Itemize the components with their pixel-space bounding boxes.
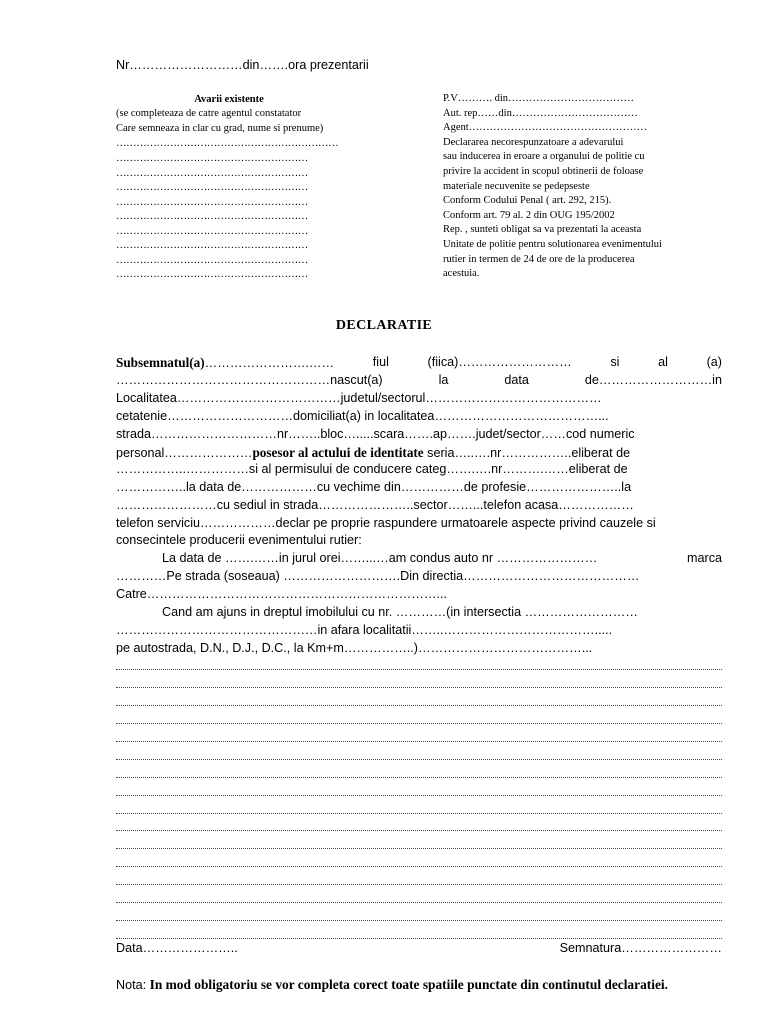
form-line-10[interactable]: telefon serviciu………………declar pe proprie raspundere urmatoarele aspecte privind cauzele si	[116, 516, 656, 530]
id-document-label: posesor al actului de identitate	[252, 445, 424, 460]
damage-field[interactable]: …………………………………………………	[116, 269, 308, 280]
form-line-14[interactable]: Catre……………………………………………………………...	[116, 587, 447, 601]
existing-damages-note-2: Care semneaza in clar cu grad, nume si prenume)	[116, 122, 324, 134]
description-line[interactable]	[116, 653, 722, 670]
description-line[interactable]	[116, 868, 722, 885]
form-line-1[interactable]	[116, 354, 722, 371]
description-line[interactable]	[116, 707, 722, 724]
form-line-12[interactable]	[162, 550, 722, 567]
form-line-11: consecintele producerii evenimentului rutier:	[116, 533, 362, 547]
police-notice-line: Unitate de politie pentru solutionarea evenimentului	[443, 239, 662, 250]
damage-field[interactable]: …………………………………………………	[116, 254, 308, 266]
report-number-line: Nr………………………din…….ora prezentarii	[116, 58, 369, 72]
description-line[interactable]	[116, 886, 722, 903]
police-notice-line: Conform art. 79 al. 2 din OUG 195/2002	[443, 209, 615, 221]
damage-field[interactable]: …………………………………………………	[116, 225, 308, 237]
police-notice-line: Rep. , sunteti obligat sa va prezentati la aceasta	[443, 224, 642, 236]
subsemnatul-label: Subsemnatul(a)	[116, 355, 205, 370]
al-label: al	[658, 355, 668, 369]
police-notice-line: rutier in termen de 24 de ore de la producerea	[443, 253, 635, 265]
born-field: ……………………………………………nascut(a)	[116, 373, 383, 387]
description-line[interactable]	[116, 904, 722, 921]
police-notice-line: Agent……………………………………………	[443, 122, 648, 134]
note-label: Nota:	[116, 978, 147, 992]
form-line-2[interactable]	[116, 372, 722, 389]
police-notice-line: Declararea necorespunzatoare a adevarului	[443, 136, 624, 148]
description-line[interactable]	[116, 760, 722, 777]
police-notice-line: sau inducerea in eroare a organului de politie cu	[443, 151, 645, 163]
fiica-field: (fiica)………………………	[427, 355, 572, 369]
note-text: In mod obligatoriu se vor completa corect toate spatiile punctate din continutul declaratiei.	[149, 977, 668, 992]
form-line-15[interactable]: Cand am ajuns in dreptul imobilului cu nr. …………(in intersectia ………………………	[162, 605, 638, 619]
form-line-5[interactable]: strada…………………………nr……..bloc….....scara…….ap…….judet/sector……cod numeric	[116, 427, 635, 441]
a-label: (a)	[706, 355, 722, 369]
police-notice-line: Aut. rep……din………………………………	[443, 107, 638, 119]
description-line[interactable]	[116, 778, 722, 795]
form-line-4[interactable]: cetatenie…………………………domiciliat(a) in localitatea…………………………………...	[116, 409, 609, 423]
id-series-field: seria…..….nr……………..eliberat de	[423, 446, 631, 460]
police-notice-line: materiale necuvenite se pedepseste	[443, 180, 590, 192]
damage-field[interactable]: …………………………………………………	[116, 182, 308, 193]
form-line-16[interactable]: …………………………………………in afara localitatii……..……………………………….....	[116, 623, 613, 637]
damage-field-1[interactable]: …………………………………………………………	[116, 138, 339, 149]
damage-field[interactable]: …………………………………………………	[116, 211, 308, 222]
name-field: …………………….……	[204, 356, 335, 370]
date-field: Data…………………..	[116, 941, 238, 955]
form-line-17[interactable]: pe autostrada, D.N., D.J., D.C., la Km+m……………..)…………………………………...	[116, 641, 593, 655]
form-line-3[interactable]: Localitatea…………………………………judetul/sectorul……………………………………	[116, 391, 602, 405]
description-line[interactable]	[116, 850, 722, 867]
accident-date-field: La data de …….……in jurul orei……...…am condus auto nr ……………………	[162, 551, 598, 565]
form-line-8[interactable]: ……………..la data de………………cu vechime din……………de profesie…………………..la	[116, 480, 632, 494]
description-line[interactable]	[116, 832, 722, 849]
description-line[interactable]	[116, 743, 722, 760]
description-line[interactable]	[116, 689, 722, 706]
existing-damages-title: Avarii existente	[194, 94, 264, 105]
existing-damages-note-1: (se completeaza de catre agentul constatator	[116, 108, 302, 119]
signature-field: Semnatura……………………	[559, 941, 722, 955]
police-notice-line: privire la accident in scopul obtinerii de foloase	[443, 166, 644, 177]
form-line-9[interactable]: ……………………cu sediul in strada…………………..sector……...telefon acasa………………	[116, 498, 634, 512]
declaration-title: DECLARATIE	[335, 318, 433, 333]
damage-field[interactable]: …………………………………………………	[116, 167, 308, 179]
damage-field[interactable]: …………………………………………………	[116, 153, 308, 164]
description-line[interactable]	[116, 671, 722, 688]
personal-code-field: personal…………………	[116, 446, 253, 460]
fiul-label: fiul	[372, 355, 389, 369]
birth-date-field: de………………………in	[584, 373, 722, 387]
police-notice-line: P.V………. din………………………………	[443, 93, 635, 104]
note	[116, 976, 722, 994]
description-line[interactable]	[116, 922, 722, 939]
signature-line[interactable]	[116, 940, 722, 957]
si-label: si	[610, 355, 620, 369]
police-notice-line: acestuia.	[443, 268, 480, 280]
damage-field[interactable]: …………………………………………………	[116, 196, 308, 208]
form-line-7[interactable]: ……………..……………si al permisului de conducere categ…….….nr……….……eliberat de	[116, 462, 628, 476]
marca-label: marca	[687, 551, 722, 565]
police-notice-line: Conform Codului Penal ( art. 292, 215).	[443, 195, 612, 207]
data-label: data	[504, 373, 529, 387]
la-label: la	[438, 373, 449, 387]
form-line-6[interactable]	[116, 444, 722, 461]
description-line[interactable]	[116, 814, 722, 831]
form-line-13[interactable]: …………Pe strada (soseaua) ……………………….Din directia……………………………………	[116, 569, 640, 583]
damage-field[interactable]: …………………………………………………	[116, 240, 308, 251]
description-line[interactable]	[116, 796, 722, 813]
description-line[interactable]	[116, 725, 722, 742]
